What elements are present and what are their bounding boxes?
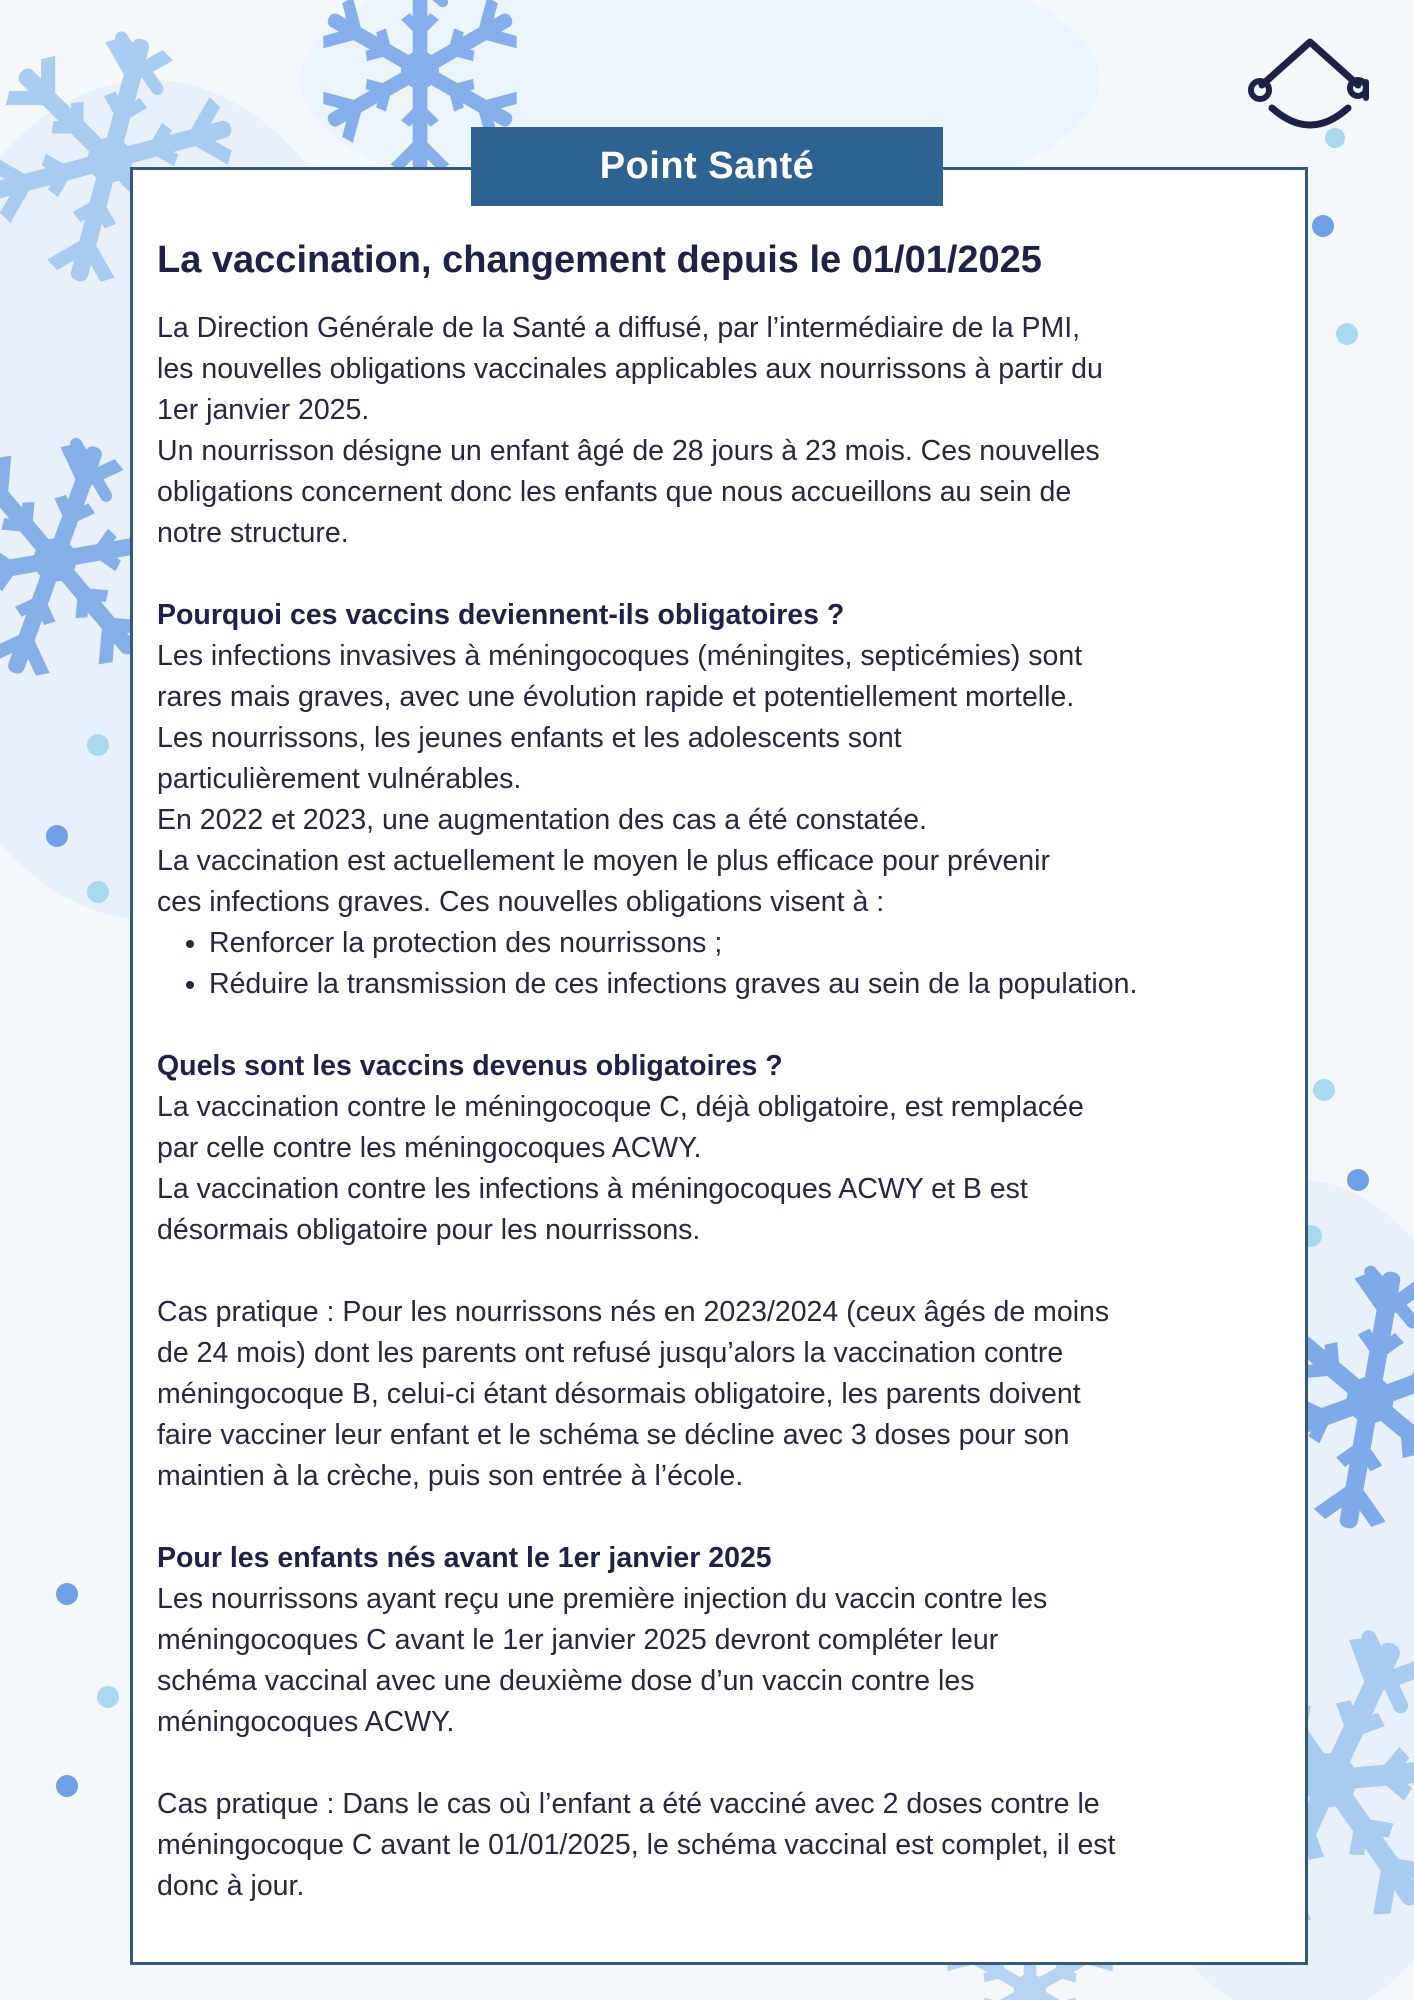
section-line: Cas pratique : Dans le cas où l’enfant a été vacciné avec 2 doses contre le	[157, 1788, 1100, 1820]
intro-line: obligations concernent donc les enfants que nous accueillons au sein de	[157, 476, 1072, 508]
section-heading-why: Pourquoi ces vaccins deviennent-ils obligatoires ?	[157, 599, 845, 631]
section-line: schéma vaccinal avec une deuxième dose d’un vaccin contre les	[157, 1665, 975, 1697]
section-line: Les infections invasives à méningocoques (méningites, septicémies) sont	[157, 640, 1083, 672]
list-item: • Renforcer la protection des nourrissons ;	[209, 923, 1282, 964]
section-line: La vaccination contre le méningocoque C, déjà obligatoire, est remplacée	[157, 1091, 1084, 1123]
section-line: donc à jour.	[157, 1870, 305, 1902]
section-line: ces infections graves. Ces nouvelles obligations visent à :	[157, 886, 885, 918]
section-before-body	[157, 1579, 1282, 1743]
section-line: méningocoque C avant le 01/01/2025, le schéma vaccinal est complet, il est	[157, 1829, 1116, 1861]
intro-line: 1er janvier 2025.	[157, 394, 370, 426]
point-sante-header: Point Santé	[471, 127, 943, 206]
article-content	[157, 232, 1282, 1907]
section-line: méningocoque B, celui-ci étant désormais obligatoire, les parents doivent	[157, 1378, 1081, 1410]
intro-line: La Direction Générale de la Santé a diffusé, par l’intermédiaire de la PMI,	[157, 312, 1081, 344]
section-line: Cas pratique : Pour les nourrissons nés en 2023/2024 (ceux âgés de moins	[157, 1296, 1110, 1328]
section-line: Les nourrissons, les jeunes enfants et les adolescents sont	[157, 722, 902, 754]
section-line: faire vacciner leur enfant et le schéma se décline avec 3 doses pour son	[157, 1419, 1070, 1451]
intro-line: notre structure.	[157, 517, 349, 549]
intro-paragraph	[157, 308, 1282, 554]
article-title: La vaccination, changement depuis le 01/01/2025	[157, 239, 1042, 281]
section-why-body	[157, 636, 1282, 923]
intro-line: Un nourrisson désigne un enfant âgé de 28 jours à 23 mois. Ces nouvelles	[157, 435, 1100, 467]
list-item: • Réduire la transmission de ces infections graves au sein de la population.	[209, 964, 1169, 1005]
section-line: désormais obligatoire pour les nourrissons.	[157, 1214, 701, 1246]
intro-line: les nouvelles obligations vaccinales applicables aux nourrissons à partir du	[157, 353, 1103, 385]
section-line: rares mais graves, avec une évolution rapide et potentiellement mortelle.	[157, 681, 1075, 713]
section-line: En 2022 et 2023, une augmentation des cas a été constatée.	[157, 804, 928, 836]
section-line: par celle contre les méningocoques ACWY.	[157, 1132, 702, 1164]
section-line: de 24 mois) dont les parents ont refusé jusqu’alors la vaccination contre	[157, 1337, 1064, 1369]
section-line: Les nourrissons ayant reçu une première injection du vaccin contre les	[157, 1583, 1048, 1615]
case-study-1	[157, 1292, 1282, 1497]
section-line: méningocoques C avant le 1er janvier 2025 devront compléter leur	[157, 1624, 999, 1656]
section-line: particulièrement vulnérables.	[157, 763, 522, 795]
section-line: La vaccination contre les infections à méningocoques ACWY et B est	[157, 1173, 1028, 1205]
section-heading-which: Quels sont les vaccins devenus obligatoires ?	[157, 1050, 783, 1082]
section-heading-before-2025: Pour les enfants nés avant le 1er janvier 2025	[157, 1542, 772, 1574]
case-study-2	[157, 1784, 1282, 1907]
smiling-face-house-logo	[1240, 30, 1380, 150]
section-line: méningocoques ACWY.	[157, 1706, 455, 1738]
section-which-body	[157, 1087, 1282, 1251]
section-line: La vaccination est actuellement le moyen le plus efficace pour prévenir	[157, 845, 1050, 877]
objectives-list	[157, 923, 1282, 1005]
section-line: maintien à la crèche, puis son entrée à l’école.	[157, 1460, 744, 1492]
